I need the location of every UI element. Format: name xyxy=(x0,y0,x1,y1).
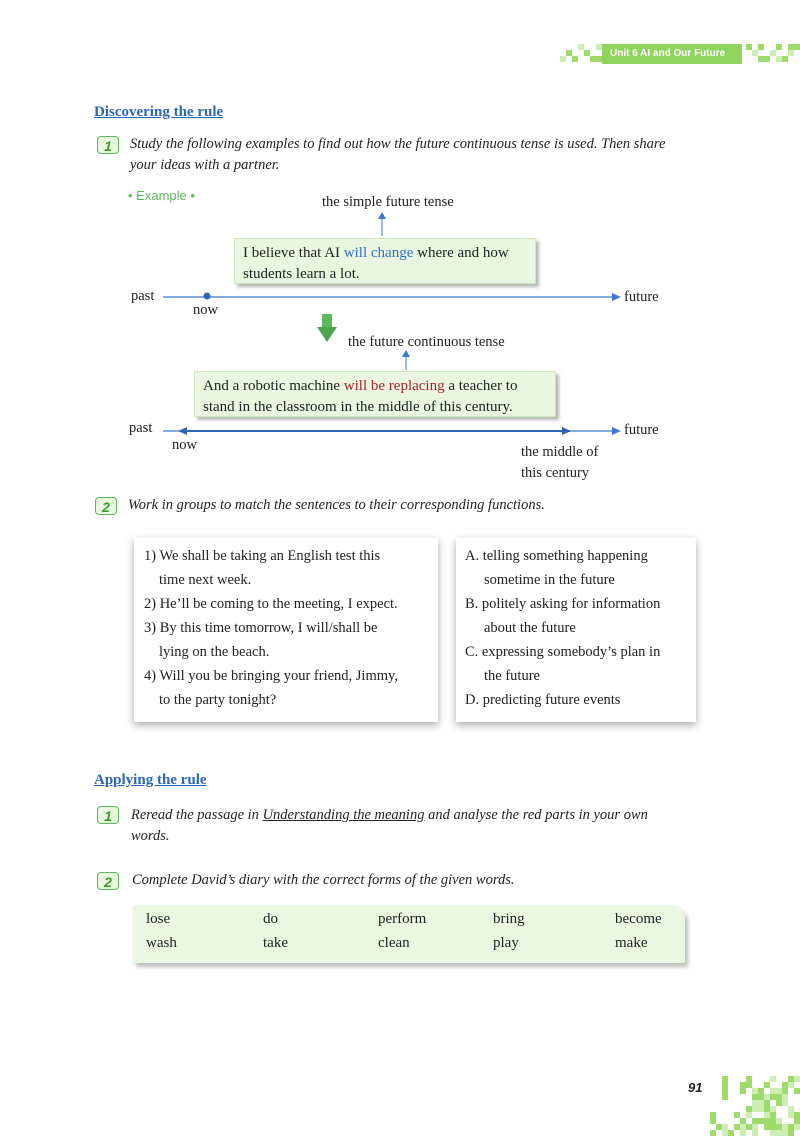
pixel-square xyxy=(740,1130,746,1136)
pixel-square xyxy=(722,1094,728,1100)
word-bank xyxy=(133,905,685,963)
sentence-line: 1) We shall be taking an English test this xyxy=(144,548,381,564)
example-sentence-2: And a robotic machine will be replacing a teacher to stand in the classroom in the middle of this century. xyxy=(194,371,556,417)
timeline2-past: past xyxy=(129,420,153,436)
example-label: • Example • xyxy=(128,188,195,203)
task1-instruction: Study the following examples to find out how the future continuous tense is used. Then share your ideas with a partner. xyxy=(130,136,666,173)
task-number-badge: 2 xyxy=(97,872,119,890)
word-item: perform xyxy=(378,911,427,927)
timeline1-future: future xyxy=(624,289,659,305)
sentences-card xyxy=(134,538,438,722)
apply-task2-instruction: Complete David’s diary with the correct forms of the given words. xyxy=(132,872,515,888)
timeline1-arrowhead xyxy=(612,293,621,301)
timeline2-future: future xyxy=(624,422,659,438)
sentence-line: to the party tonight? xyxy=(159,692,277,708)
word-item: become xyxy=(615,911,662,927)
functions-card xyxy=(456,538,696,722)
pixel-square xyxy=(794,1124,800,1130)
word-item: take xyxy=(263,935,288,951)
function-line: the future xyxy=(484,668,540,684)
timeline1-now: now xyxy=(193,302,218,318)
word-item: lose xyxy=(146,911,171,927)
function-line: C. expressing somebody’s plan in xyxy=(465,644,661,660)
timeline2-arrowhead xyxy=(612,427,621,435)
pixel-square xyxy=(710,1130,716,1136)
function-line: sometime in the future xyxy=(484,572,615,588)
sentence-line: lying on the beach. xyxy=(159,644,270,660)
task2-instruction: Work in groups to match the sentences to their corresponding functions. xyxy=(128,497,545,513)
pixel-square xyxy=(770,1076,776,1082)
understanding-meaning-link[interactable]: Understanding the meaning xyxy=(262,807,425,823)
timeline2-span-right-head xyxy=(562,427,571,435)
function-line: about the future xyxy=(484,620,576,636)
unit-tab: Unit 6 AI and Our Future xyxy=(602,44,742,64)
pixel-square xyxy=(728,1130,734,1136)
word-item: wash xyxy=(146,935,177,951)
section-title-applying: Applying the rule xyxy=(94,772,207,788)
function-line: B. politely asking for information xyxy=(465,596,661,612)
pixel-square xyxy=(794,1076,800,1082)
pointer-arrowhead-1 xyxy=(378,212,386,219)
timeline2-middle-century: the middle of this century xyxy=(521,444,599,481)
timeline1-now-dot xyxy=(204,293,211,300)
simple-future-label: the simple future tense xyxy=(322,194,454,210)
sentence-line: 2) He’ll be coming to the meeting, I expect. xyxy=(144,596,398,612)
sentence-line: time next week. xyxy=(159,572,252,588)
sentence-line: 4) Will you be bringing your friend, Jimmy, xyxy=(144,668,398,684)
timeline2-span-left-head xyxy=(178,427,187,435)
future-continuous-label: the future continuous tense xyxy=(348,334,505,350)
timeline1-past: past xyxy=(131,288,155,304)
task-number-badge: 2 xyxy=(95,497,117,515)
highlight-will-be-replacing: will be replacing xyxy=(343,378,445,394)
pixel-square xyxy=(788,1130,794,1136)
section-title-discovering: Discovering the rule xyxy=(94,104,224,120)
pixel-square xyxy=(740,1088,746,1094)
page-number: 91 xyxy=(688,1080,703,1095)
word-item: clean xyxy=(378,935,410,951)
task-number-badge: 1 xyxy=(97,806,119,824)
pixel-square xyxy=(794,1088,800,1094)
word-item: bring xyxy=(493,911,525,927)
transition-arrow-head xyxy=(317,327,337,342)
pointer-arrowhead-2 xyxy=(402,350,410,357)
pixel-square xyxy=(752,1130,758,1136)
highlight-will-change: will change xyxy=(343,245,414,261)
word-item: make xyxy=(615,935,648,951)
task-number-badge: 1 xyxy=(97,136,119,154)
example-sentence-1: I believe that AI will change where and how students learn a lot. xyxy=(234,238,536,284)
word-item: play xyxy=(493,935,519,951)
sentence-line: 3) By this time tomorrow, I will/shall be xyxy=(144,620,378,636)
apply-task1-instruction: Reread the passage in Understanding the meaning and analyse the red parts in your own words. xyxy=(131,807,648,844)
function-line: A. telling something happening xyxy=(465,548,648,564)
transition-arrow-shaft xyxy=(322,314,332,328)
timeline2-now: now xyxy=(172,437,197,453)
word-item: do xyxy=(263,911,278,927)
function-line: D. predicting future events xyxy=(465,692,621,708)
